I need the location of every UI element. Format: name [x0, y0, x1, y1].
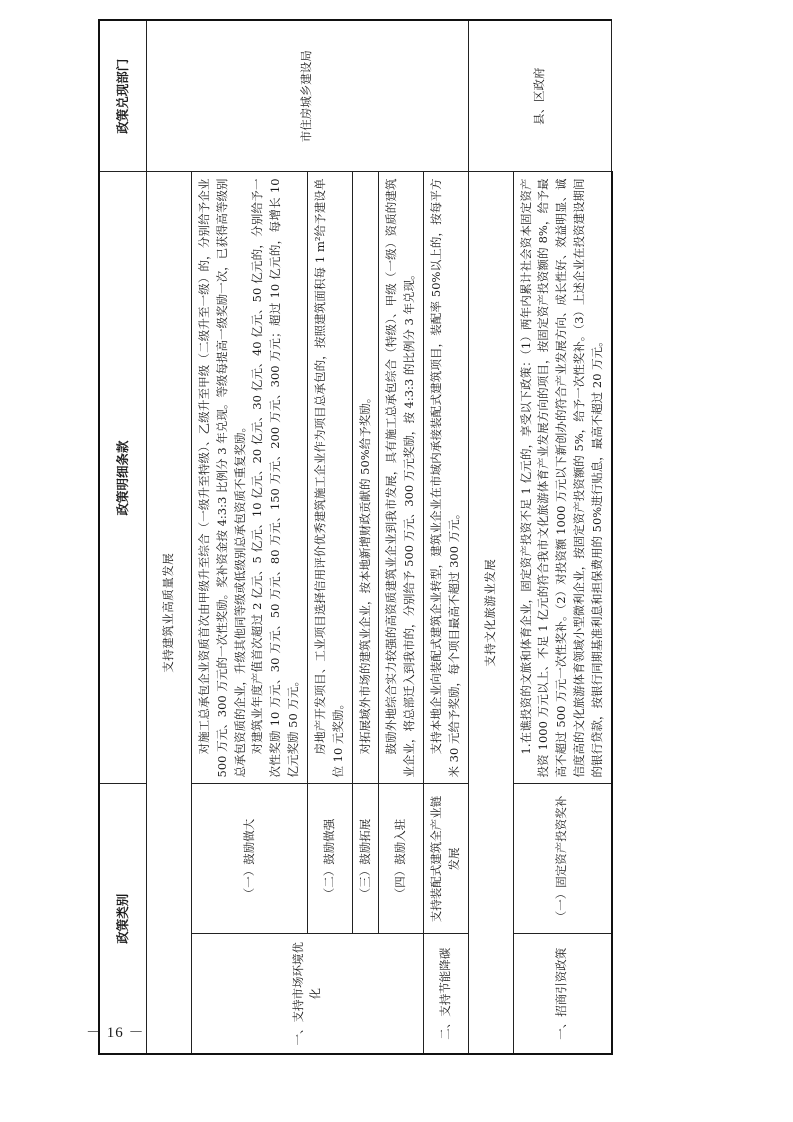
subcategory-cell: （四）鼓励入驻	[379, 784, 424, 934]
subcategory-cell: （二）鼓励做强	[307, 784, 352, 934]
header-detail: 政策明细条款	[99, 172, 147, 784]
policy-table-container	[98, 21, 683, 1055]
policy-paragraph: 1.在谯投资的文旅和体育企业，固定资产投资不足 1 亿元的，享受以下政策：（1）两年内累计社会资本固定资产投资 1000 万元以上、不足 1 亿元的符合我市文化旅游体育产业发展方向的项目，按固定资产投资额的 8%，给予最高不超过 500 万元一次性奖补。（2）对投资额 1000 万元以下新创办的符合产业发展方向、成长性好、效益明显、诚信度高的文化旅游体育领域小型微利企业，按固定资产投资额的 5%，给予一次性奖补。（3）上述企业在投资建设期间的银行贷款，按银行同期基准利息和担保费用的 50%进行贴息，最高不超过 20 万元。	[518, 178, 604, 778]
group-cell: 二、支持节能降碳	[423, 934, 468, 1054]
policy-table	[98, 19, 613, 1055]
policy-paragraph: 对拓展域外市场的建筑业企业，按本地新增财政贡献的 50%给予奖励。	[357, 391, 372, 755]
department-cell: 市住房城乡建设局	[147, 20, 469, 172]
subcategory-cell: （一）固定资产投资奖补	[513, 784, 612, 934]
policy-detail-cell	[513, 172, 612, 784]
group-cell: 一、支持市场环境优化	[192, 934, 424, 1054]
group-cell: 一、招商引资政策	[513, 934, 612, 1054]
section-title: 支持文化旅游业发展	[468, 172, 513, 1054]
policy-paragraph: 房地产开发项目、工业项目选择信用评价优秀建筑施工企业作为项目总承包的，按照建筑面积每 1 m²给予建设单位 10 元奖励。	[312, 178, 345, 778]
header-department: 政策兑现部门	[99, 20, 147, 172]
page-number: － 16 －	[86, 1025, 145, 1041]
policy-detail-cell	[307, 172, 352, 784]
policy-paragraph: 对施工总承包企业资质首次由甲级升至综合（一级升至特级）、乙级升至甲级（二级升至一级）的，分别给予企业 500 万元、300 万元的一次性奖励。奖补资金按 4:3:3 比例分 3 年兑现。等级每提高一级奖励一次，已获得高等级别总承包资质的企业，升级其他同等级或低级别总承包资质不重复奖励。	[197, 178, 247, 778]
header-category: 政策类别	[99, 784, 147, 1054]
department-cell: 县、区政府	[468, 20, 612, 172]
subcategory-cell: （三）鼓励拓展	[352, 784, 379, 934]
section-title: 支持建筑业高质量发展	[147, 172, 192, 1054]
policy-detail-cell	[192, 172, 308, 784]
subcategory-cell: （一）鼓励做大	[192, 784, 308, 934]
subcategory-cell: 支持装配式建筑全产业链发展	[423, 784, 468, 934]
policy-paragraph: 对建筑业年度产值首次超过 2 亿元、5 亿元、10 亿元、20 亿元、30 亿元、40 亿元、50 亿元的，分别给予一次性奖励 10 万元、30 万元、50 万元、80 万元、150 万元、200 万元、300 万元；超过 10 亿元的，每增长 10 亿元奖励 50 万元。	[250, 178, 301, 778]
policy-paragraph: 鼓励外地综合实力较强的高资质建筑业企业到我市发展，具有施工总承包综合（特级）、甲级（一级）资质的建筑业企业，将总部迁入到我市的，分别给予 500 万元、300 万元奖励，按 4:3:3 的比例分 3 年兑现。	[384, 178, 417, 778]
policy-detail-cell	[423, 172, 468, 784]
policy-paragraph: 支持本地企业向装配式建筑企业转型，建筑业企业在市域内承接装配式建筑项目，装配率 50%以上的，按每平方米 30 元给予奖励，每个项目最高不超过 300 万元。	[428, 178, 461, 778]
policy-detail-cell	[352, 172, 379, 784]
policy-detail-cell	[379, 172, 424, 784]
